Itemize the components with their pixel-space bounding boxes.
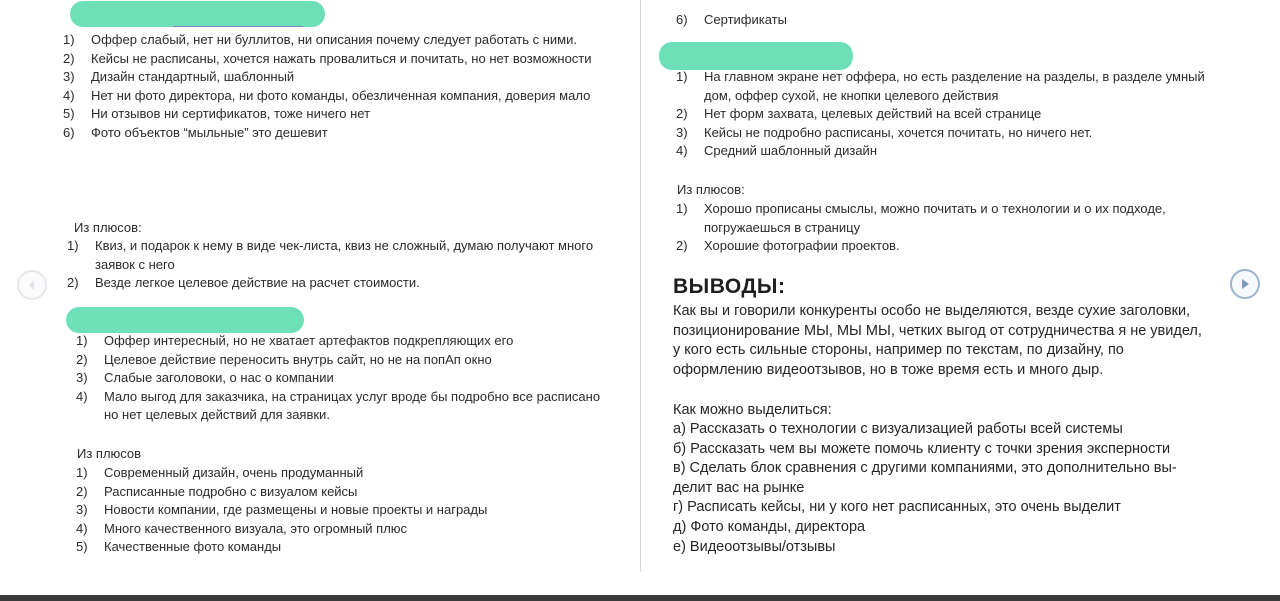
list-item: 4) Нет ни фото директора, ни фото команды, обезличенная компания, доверия мало <box>63 87 591 103</box>
block2-cons-list <box>76 332 608 425</box>
block2-pros-title: Из плюсов <box>77 446 142 461</box>
list-item: 2) Нет форм захвата, целевых действий на всей странице <box>676 106 1042 122</box>
block1-cons-list <box>63 31 608 143</box>
page-divider <box>640 0 641 572</box>
list-item: е) Видеоотзывы/отзывы <box>673 538 836 555</box>
conclusions-heading: ВЫВОДЫ: <box>673 275 786 298</box>
list-item: 2) Кейсы не расписаны, хочется нажать провалиться и почитать, но нет возможности <box>63 50 592 66</box>
top-item-list <box>676 11 1196 30</box>
block3-pros-list <box>676 200 1206 256</box>
list-item: 1) Оффер слабый, нет ни буллитов, ни описания почему следует работать с ними. <box>63 32 577 47</box>
list-item: 5) Качественные фото команды <box>76 539 282 555</box>
list-item: 2) Расписанные подробно с визуалом кейсы <box>76 483 358 499</box>
block3-cons-list <box>676 68 1206 161</box>
bottom-scrollbar <box>0 595 1280 601</box>
list-item: 1) Современный дизайн, очень продуманный <box>76 465 364 480</box>
list-item: 2) Везде легкое целевое действие на расчет стоимости. <box>67 275 420 291</box>
list-item: а) Рассказать о технологии с визуализацией работы всей системы <box>673 421 1123 437</box>
list-item: 2) Хорошие фотографии проектов. <box>676 238 900 254</box>
list-item: 4) Мало выгод для заказчика, на страницах услуг вроде бы подробно все расписано но нет целевых действий для заявки. <box>76 388 601 423</box>
list-item: 3) Новости компании, где размещены и новые проекты и награды <box>76 502 488 518</box>
list-item: 1) Квиз, и подарок к нему в виде чек-листа, квиз не сложный, думаю получают много заявок с него <box>67 238 594 272</box>
redacted-company-name-3 <box>659 42 853 70</box>
list-item: 6) Сертификаты <box>676 12 787 27</box>
list-item: 5) Ни отзывов ни сертификатов, тоже ничего нет <box>63 106 371 122</box>
list-item: 4) Много качественного визуала, это огромный плюс <box>76 520 408 536</box>
block3-pros-title: Из плюсов: <box>677 182 745 197</box>
list-item: 3) Слабые заголовоки, о нас о компании <box>76 370 334 386</box>
list-item: 1) На главном экране нет оффера, но есть разделение на разделы, в разделе умный дом, оффер сухой, не кнопки целевого действия <box>676 69 1205 103</box>
block1-pros-list <box>67 237 612 293</box>
prev-page-button[interactable] <box>17 270 47 300</box>
list-item: д) Фото команды, директора <box>673 518 866 535</box>
list-item: 1) Оффер интересный, но не хватает артефактов подкрепляющих его <box>76 333 514 348</box>
how-to-stand-out-title: Как можно выделиться: <box>673 402 832 418</box>
list-item: г) Расписать кейсы, ни у кого нет расписанных, это очень выделит <box>673 499 1121 516</box>
list-item: б) Рассказать чем вы можете помочь клиенту с точки зрения эксперности <box>673 440 1171 457</box>
list-item: 3) Кейсы не подробно расписаны, хочется почитать, но ничего нет. <box>676 124 1093 140</box>
underline-mark <box>173 26 303 27</box>
block1-pros-title: Из плюсов: <box>74 220 142 235</box>
list-item: 1) Хорошо прописаны смыслы, можно почитать и о технологии и о их подходе, погружаешься в страницу <box>676 201 1166 235</box>
redacted-company-name-1 <box>70 1 325 27</box>
how-to-stand-out-list <box>673 420 1208 557</box>
list-item: 2) Целевое действие переносить внутрь сайт, но не на попАп окно <box>76 351 492 367</box>
conclusions-paragraph: Как вы и говорили конкуренты особо не выделяются, везде сухие заголовки, позиционирование МЫ, МЫ МЫ, четких выгод от сотрудничества я не увидел, у кого есть сильные стороны, например по текстам, по дизайну, по оформлению видеоотзывов, но в тоже время есть и много дыр. <box>673 303 1202 378</box>
list-item: 4) Средний шаблонный дизайн <box>676 143 877 159</box>
play-right-icon <box>1239 278 1251 290</box>
block2-pros-list <box>76 464 608 557</box>
chevron-left-icon <box>26 279 38 291</box>
list-item: в) Сделать блок сравнения с другими компаниями, это дополнительно выделит вас на рынке <box>673 460 1177 496</box>
next-page-button[interactable] <box>1230 269 1260 299</box>
redacted-company-name-2 <box>66 307 304 333</box>
list-item: 3) Дизайн стандартный, шаблонный <box>63 69 295 85</box>
list-item: 6) Фото объектов “мыльные” это дешевит <box>63 124 328 140</box>
